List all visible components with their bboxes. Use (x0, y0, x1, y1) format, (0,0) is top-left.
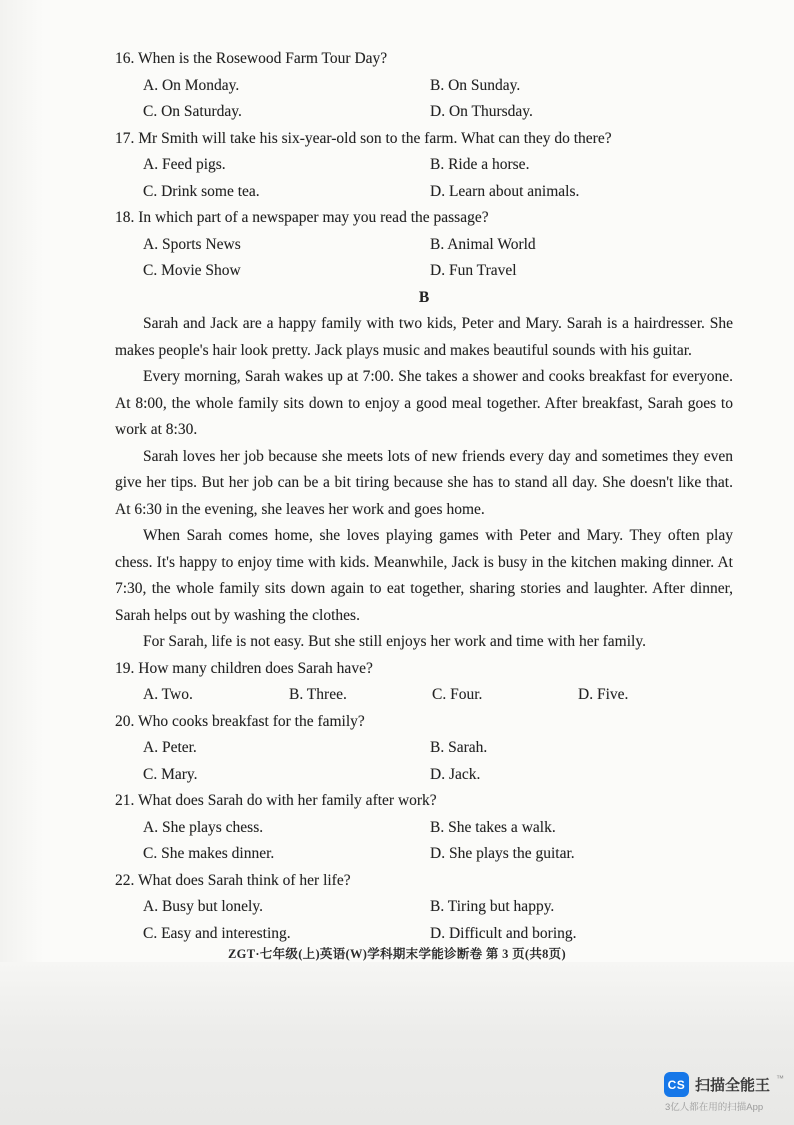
camscanner-watermark (664, 1072, 784, 1113)
question-16 (115, 46, 733, 126)
question-stem (115, 126, 733, 153)
question-number: 16. (115, 50, 135, 67)
options-group (115, 815, 733, 868)
passage-paragraph-3: Sarah loves her job because she meets lots of new friends every day and sometimes they even give her tips. But her job can be a bit tiring because she has to stand all day. She doesn't like that. At 6:30 in the evening, she leaves her work and goes home. (115, 447, 733, 518)
options-group (115, 682, 733, 709)
trademark-symbol: ™ (776, 1074, 784, 1083)
question-number: 19. (115, 659, 135, 677)
question-text: What does Sarah do with her family after work? (137, 792, 437, 809)
question-stem (115, 656, 733, 683)
option-d: D. She plays the guitar. (430, 845, 575, 862)
option-b: B. Ride a horse. (430, 156, 530, 173)
options-group (115, 73, 733, 126)
question-number: 21. (115, 792, 135, 809)
option-b: B. Animal World (430, 235, 536, 253)
question-text: Mr Smith will take his six-year-old son to the farm. What can they do there? (138, 129, 612, 147)
option-a: A. Sports News (143, 235, 241, 253)
question-stem (115, 46, 733, 73)
option-d: D. Five. (578, 686, 629, 703)
question-20 (115, 709, 733, 789)
option-a: A. Two. (143, 686, 193, 703)
option-b: B. Tiring but happy. (430, 898, 555, 915)
question-stem (115, 709, 733, 736)
option-c: C. On Saturday. (143, 103, 242, 120)
question-text: In which part of a newspaper may you read the passage? (138, 209, 489, 226)
option-c: C. Movie Show (143, 262, 241, 279)
option-c: C. She makes dinner. (143, 845, 275, 862)
option-a: A. On Monday. (143, 76, 240, 94)
page-footer: ZGT·七年级(上)英语(W)学科期末学能诊断卷 第 3 页(共8页) (228, 947, 566, 961)
exam-content (115, 46, 733, 947)
question-number: 18. (115, 209, 135, 226)
option-c: C. Easy and interesting. (143, 924, 291, 942)
option-a: A. Feed pigs. (143, 156, 226, 173)
question-text: When is the Rosewood Farm Tour Day? (137, 50, 388, 67)
option-b: B. She takes a walk. (430, 818, 556, 836)
question-17 (115, 126, 733, 206)
option-c: C. Mary. (143, 765, 198, 783)
option-d: D. Difficult and boring. (430, 924, 577, 942)
watermark-title: 扫描全能王 (694, 1077, 770, 1094)
option-b: B. Three. (289, 686, 347, 703)
option-b: B. Sarah. (430, 739, 488, 756)
option-a: A. Peter. (143, 739, 197, 756)
options-group (115, 894, 733, 947)
option-a: A. Busy but lonely. (143, 898, 263, 915)
watermark-subtitle: 3亿人都在用的扫描App (664, 1102, 764, 1113)
options-group (115, 232, 733, 285)
question-number: 17. (115, 129, 135, 147)
question-number: 20. (115, 712, 135, 730)
option-c: C. Four. (432, 686, 483, 703)
question-19 (115, 656, 733, 709)
passage-paragraph-1: Sarah and Jack are a happy family with two kids, Peter and Mary. Sarah is a hairdresser. She makes people's hair look pretty. Jack plays music and makes beautiful sounds with his guitar. (115, 315, 733, 359)
question-stem (115, 788, 733, 815)
passage-paragraph-4: When Sarah comes home, she loves playing games with Peter and Mary. They often play chess. It's happy to enjoy time with kids. Meanwhile, Jack is busy in the kitchen making dinner. At 7:30, the whole family sits down again to eat together, sharing stories and laughter. After dinner, Sarah helps out by washing the clothes. (115, 527, 733, 624)
option-d: D. On Thursday. (430, 103, 533, 120)
watermark-row (664, 1072, 784, 1097)
question-number: 22. (115, 871, 135, 889)
option-c: C. Drink some tea. (143, 182, 260, 200)
option-d: D. Jack. (430, 765, 481, 783)
option-d: D. Fun Travel (430, 262, 517, 279)
option-a: A. She plays chess. (143, 818, 264, 836)
question-text: What does Sarah think of her life? (137, 871, 351, 889)
question-21 (115, 788, 733, 868)
question-stem (115, 205, 733, 232)
options-group (115, 152, 733, 205)
question-stem (115, 868, 733, 895)
question-22 (115, 868, 733, 948)
passage-paragraph-5: For Sarah, life is not easy. But she still enjoys her work and time with her family. (143, 633, 646, 650)
option-b: B. On Sunday. (430, 76, 521, 94)
options-group (115, 735, 733, 788)
passage-paragraph-2: Every morning, Sarah wakes up at 7:00. She takes a shower and cooks breakfast for everyone. At 8:00, the whole family sits down to enjoy a good meal together. After breakfast, Sarah goes to work at 8:30. (115, 368, 733, 438)
camscanner-logo-icon: CS (664, 1072, 689, 1097)
option-d: D. Learn about animals. (430, 182, 580, 200)
section-b-header: B (418, 288, 430, 306)
question-text: Who cooks breakfast for the family? (137, 712, 365, 730)
question-18 (115, 205, 733, 285)
question-text: How many children does Sarah have? (138, 659, 373, 677)
